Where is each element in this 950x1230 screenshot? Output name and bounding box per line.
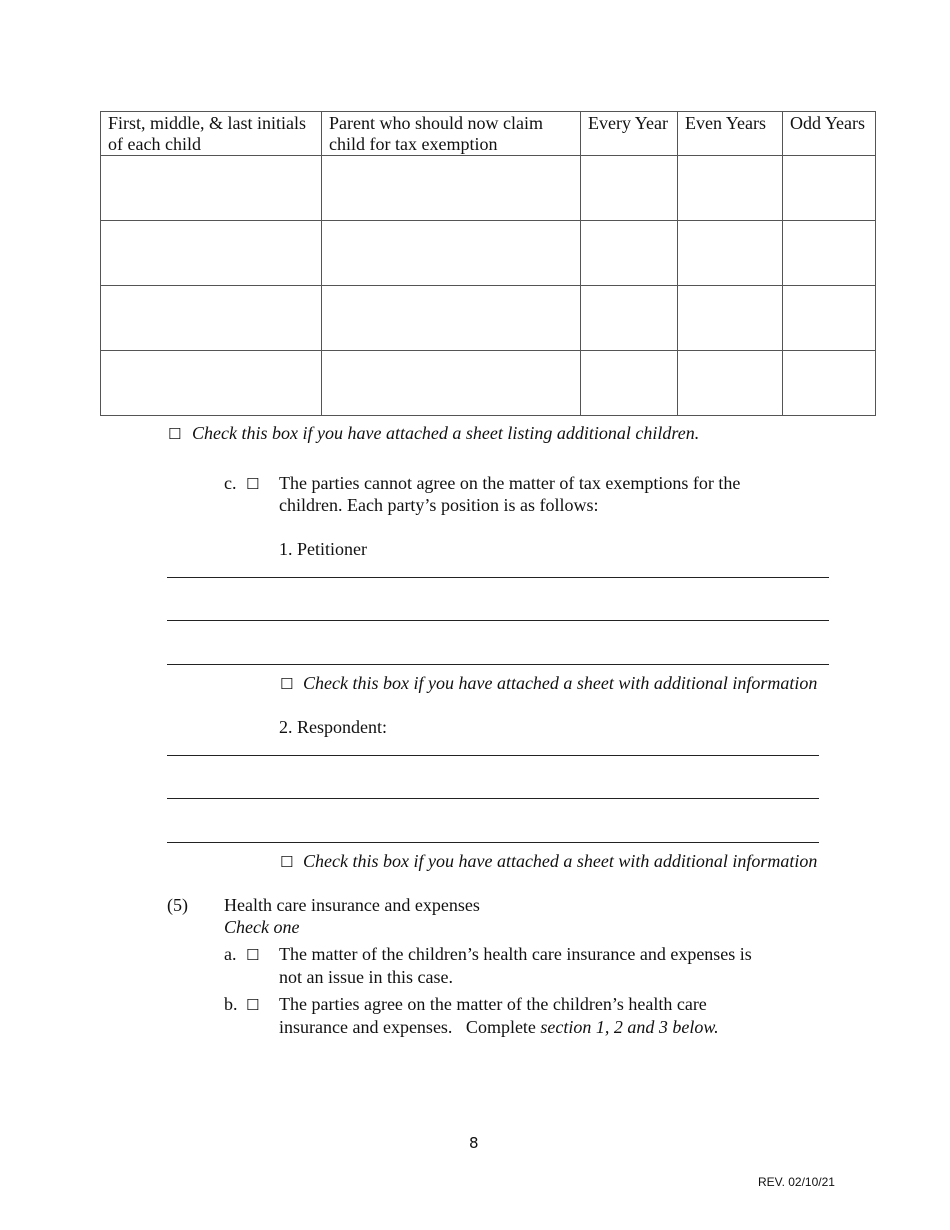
header-every-year: Every Year [581, 112, 678, 156]
header-even-years: Even Years [678, 112, 783, 156]
cell-even-years[interactable] [678, 351, 783, 416]
cell-odd-years[interactable] [783, 351, 876, 416]
cell-every-year[interactable] [581, 351, 678, 416]
petitioner-answer-line-1[interactable] [167, 577, 829, 578]
header-claiming-parent: Parent who should now claim child for tax exemption [322, 112, 581, 156]
petitioner-answer-line-2[interactable] [167, 620, 829, 621]
respondent-answer-line-2[interactable] [167, 798, 819, 799]
section-c-text-line2: children. Each party’s position is as follows: [279, 495, 599, 515]
section-5-title: Health care insurance and expenses [224, 895, 480, 915]
option-b-text-line2 [279, 1017, 719, 1038]
table-row [101, 351, 876, 416]
cell-claiming-parent[interactable] [322, 286, 581, 351]
cell-child-initials[interactable] [101, 221, 322, 286]
option-b-text-line1: The parties agree on the matter of the children’s health care [279, 994, 707, 1014]
petitioner-additional-info-checkbox[interactable]: ☐ [280, 675, 294, 693]
cell-odd-years[interactable] [783, 286, 876, 351]
section-c-marker: c. [224, 473, 237, 493]
table-row [101, 221, 876, 286]
respondent-answer-line-3[interactable] [167, 842, 819, 843]
additional-children-checkbox[interactable]: ☐ [168, 425, 182, 443]
table-row [101, 156, 876, 221]
option-a-text-line1: The matter of the children’s health care insurance and expenses is [279, 944, 752, 964]
petitioner-answer-line-3[interactable] [167, 664, 829, 665]
cell-even-years[interactable] [678, 286, 783, 351]
option-a-text-line2: not an issue in this case. [279, 967, 453, 987]
respondent-additional-info-checkbox[interactable]: ☐ [280, 853, 294, 871]
tax-exemption-table [100, 111, 876, 416]
section-c-text-line1: The parties cannot agree on the matter of tax exemptions for the [279, 473, 741, 493]
petitioner-label: 1. Petitioner [279, 539, 367, 559]
cell-even-years[interactable] [678, 221, 783, 286]
option-b-text-italic: section 1, 2 and 3 below. [540, 1017, 719, 1037]
cell-every-year[interactable] [581, 156, 678, 221]
additional-children-note: Check this box if you have attached a sheet listing additional children. [192, 423, 700, 443]
option-a-checkbox[interactable]: ☐ [246, 946, 260, 964]
cell-child-initials[interactable] [101, 351, 322, 416]
header-odd-years: Odd Years [783, 112, 876, 156]
cell-child-initials[interactable] [101, 156, 322, 221]
cell-even-years[interactable] [678, 156, 783, 221]
table-row [101, 286, 876, 351]
cell-odd-years[interactable] [783, 221, 876, 286]
cell-odd-years[interactable] [783, 156, 876, 221]
cell-child-initials[interactable] [101, 286, 322, 351]
cell-every-year[interactable] [581, 286, 678, 351]
page-number: 8 [469, 1134, 479, 1152]
section-5-number: (5) [167, 895, 188, 915]
respondent-label: 2. Respondent: [279, 717, 387, 737]
cell-claiming-parent[interactable] [322, 221, 581, 286]
header-child-initials: First, middle, & last initials of each child [101, 112, 322, 156]
respondent-additional-info-note: Check this box if you have attached a sheet with additional information [303, 851, 818, 871]
option-b-checkbox[interactable]: ☐ [246, 996, 260, 1014]
cell-every-year[interactable] [581, 221, 678, 286]
option-a-marker: a. [224, 944, 237, 964]
cell-claiming-parent[interactable] [322, 156, 581, 221]
section-5-instruction: Check one [224, 917, 300, 937]
petitioner-additional-info-note: Check this box if you have attached a sheet with additional information [303, 673, 818, 693]
section-c-checkbox[interactable]: ☐ [246, 475, 260, 493]
revision-date: REV. 02/10/21 [758, 1175, 835, 1189]
cell-claiming-parent[interactable] [322, 351, 581, 416]
table-header-row [101, 112, 876, 156]
option-b-text-plain: insurance and expenses. Complete [279, 1017, 541, 1037]
option-b-marker: b. [224, 994, 238, 1014]
respondent-answer-line-1[interactable] [167, 755, 819, 756]
